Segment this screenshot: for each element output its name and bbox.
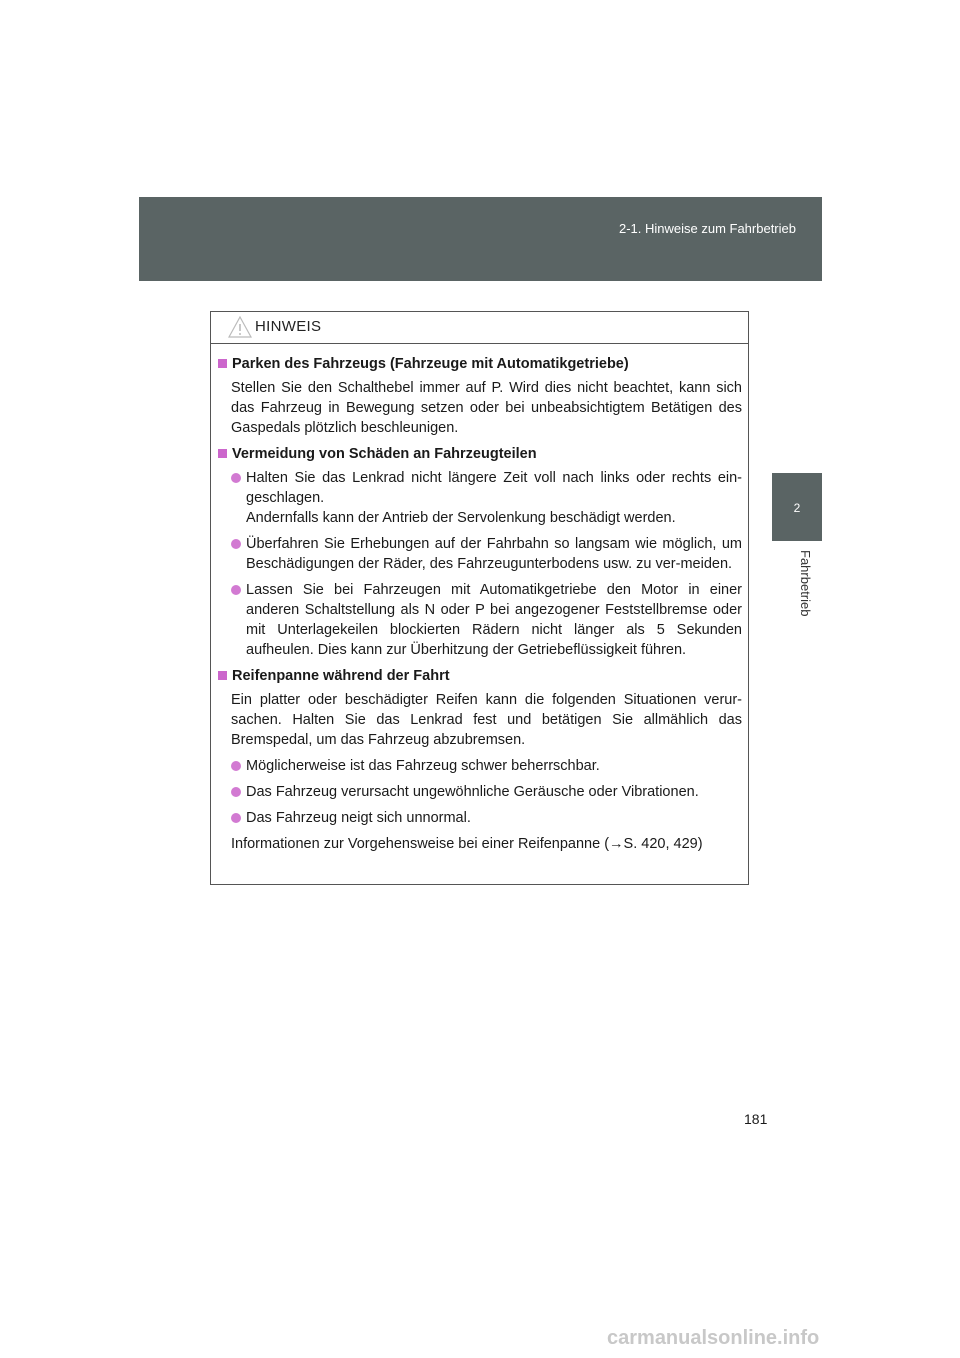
bullet-text: Überfahren Sie Erhebungen auf der Fahrbahn so langsam wie möglich, um Beschädigungen der Räder, des Fahrzeugunterbodens usw. zu ver-meiden. <box>246 536 742 572</box>
section-heading <box>218 444 742 464</box>
chapter-tab <box>772 473 822 541</box>
square-bullet-icon <box>218 671 227 680</box>
page-number: 181 <box>744 1111 768 1127</box>
bullet-text: Möglicherweise ist das Fahrzeug schwer beherrschbar. <box>246 758 600 774</box>
bullet-text-extra: Andernfalls kann der Antrieb der Servolenkung beschädigt werden. <box>246 510 676 526</box>
round-bullet-icon <box>231 813 241 823</box>
notice-header <box>211 312 748 344</box>
bullet-text: Halten Sie das Lenkrad nicht längere Zeit voll nach links oder rechts ein-geschlagen. <box>246 470 742 506</box>
round-bullet-icon <box>231 473 241 483</box>
section-title: Reifenpanne während der Fahrt <box>232 668 450 684</box>
section-title: Parken des Fahrzeugs (Fahrzeuge mit Automatikgetriebe) <box>232 356 629 372</box>
round-bullet-icon <box>231 787 241 797</box>
round-bullet-icon <box>231 539 241 549</box>
round-bullet-icon <box>231 761 241 771</box>
notice-title: HINWEIS <box>255 318 322 335</box>
chapter-number: 2 <box>793 501 801 515</box>
list-item <box>231 534 742 574</box>
header-title: 2-1. Hinweise zum Fahrbetrieb <box>618 221 796 236</box>
section-heading <box>218 354 742 374</box>
list-item <box>231 808 742 828</box>
paragraph: Stellen Sie den Schalthebel immer auf P. Wird dies nicht beachtet, kann sich das Fahrzeug in Bewegung setzen oder bei unbeabsichtigtem Betätigen des Gaspedals plötzlich beschleunigen. <box>231 380 742 436</box>
bullet-text: Das Fahrzeug verursacht ungewöhnliche Geräusche oder Vibrationen. <box>246 784 699 800</box>
square-bullet-icon <box>218 359 227 368</box>
reference-text: Informationen zur Vorgehensweise bei einer Reifenpanne (→S. 420, 429) <box>231 836 703 852</box>
paragraph: Ein platter oder beschädigter Reifen kann die folgenden Situationen verur-sachen. Halten Sie das Lenkrad fest und betätigen Sie allmählich das Bremspedal, um das Fahrzeug abzubremsen. <box>231 692 742 748</box>
warning-triangle-icon <box>228 316 252 338</box>
bullet-text: Das Fahrzeug neigt sich unnormal. <box>246 810 471 826</box>
round-bullet-icon <box>231 585 241 595</box>
watermark-logo: carmanualsonline.info <box>607 1327 820 1349</box>
list-item <box>231 580 742 660</box>
list-item <box>231 468 742 528</box>
list-item <box>231 756 742 776</box>
list-item <box>231 782 742 802</box>
notice-box <box>210 311 749 885</box>
square-bullet-icon <box>218 449 227 458</box>
notice-body <box>211 344 748 854</box>
section-title: Vermeidung von Schäden an Fahrzeugteilen <box>232 446 537 462</box>
bullet-text: Lassen Sie bei Fahrzeugen mit Automatikgetriebe den Motor in einer anderen Schaltstellung als N oder P bei angezogener Feststellbremse oder mit Unterlagekeilen blockierten Rädern nicht länger als 5 Sekunden aufheulen. Dies kann zur Überhitzung der Getriebeflüssigkeit führen. <box>246 582 742 658</box>
section-header <box>139 197 822 281</box>
section-heading <box>218 666 742 686</box>
chapter-label: Fahrbetrieb <box>798 550 813 617</box>
